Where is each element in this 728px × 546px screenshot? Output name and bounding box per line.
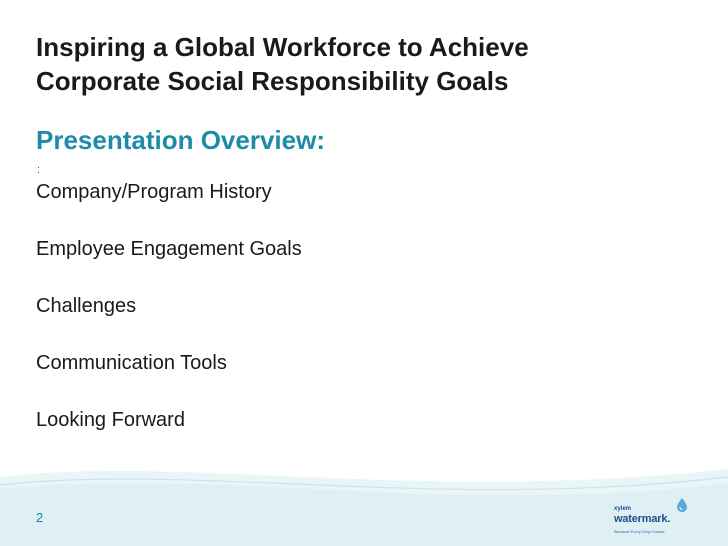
slide-title-line-2: Corporate Social Responsibility Goals [36, 66, 509, 96]
agenda-list [36, 180, 302, 465]
water-drop-icon [676, 498, 688, 512]
agenda-item-company-history: Company/Program History [36, 181, 272, 203]
logo-tagline: Because Every Drop Counts [614, 529, 665, 534]
colon-mark: : [37, 164, 41, 176]
agenda-item-challenges: Challenges [36, 295, 137, 317]
slide-title [36, 30, 676, 98]
xylem-watermark-logo [614, 498, 704, 542]
agenda-item-engagement-goals: Employee Engagement Goals [36, 238, 302, 260]
logo-brand-text: xylem [614, 506, 632, 512]
agenda-item-looking-forward: Looking Forward [36, 409, 185, 431]
agenda-item-communication-tools: Communication Tools [36, 352, 227, 374]
page-number: 2 [36, 510, 44, 525]
slide-title-line-1: Inspiring a Global Workforce to Achieve [36, 32, 529, 62]
section-heading: Presentation Overview: [36, 125, 325, 155]
logo-name-text: watermark. [614, 513, 671, 525]
